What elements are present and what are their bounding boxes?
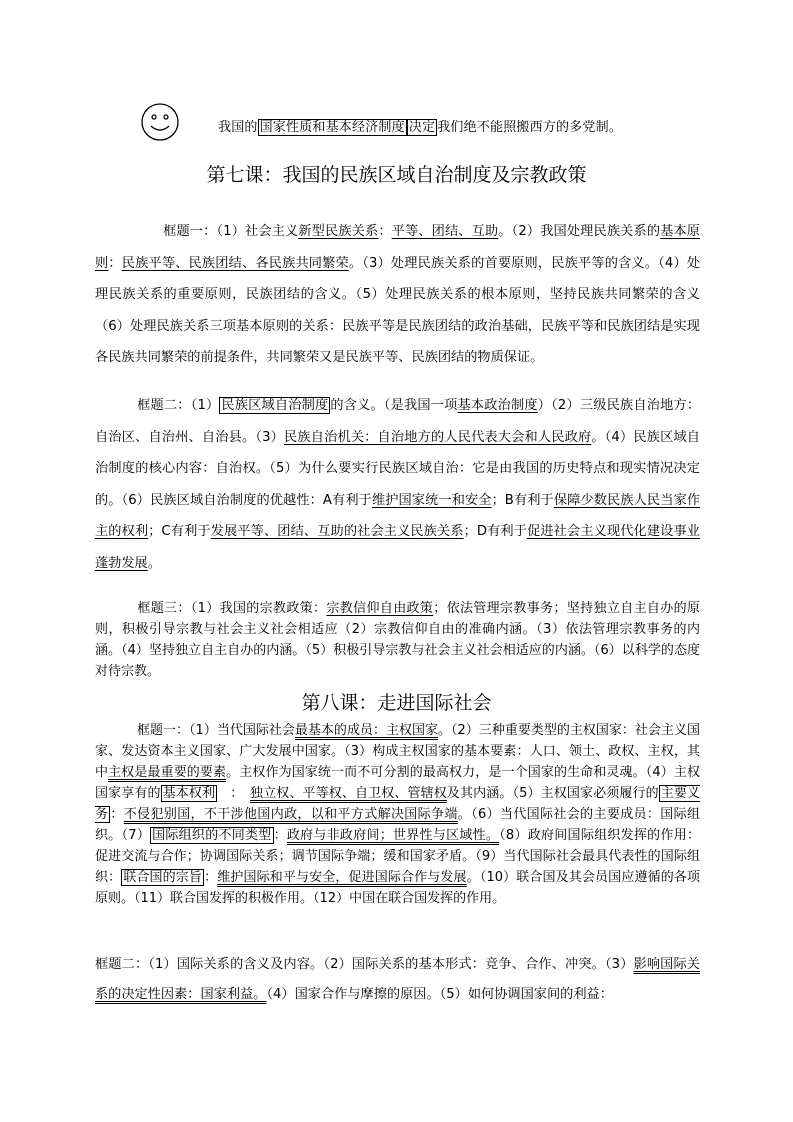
lesson8-title: 第八课：走进国际社会 bbox=[301, 692, 492, 714]
header-text-tail: 我们绝不能照搬西方的多党制。 bbox=[437, 120, 623, 135]
lesson8-topic2 bbox=[95, 950, 700, 1010]
boxed-term: 国际组织的不同类型 bbox=[152, 828, 272, 843]
text: 。（10）联合国及其会员国应遵循的各项原则。（11）联合国发挥的积极作用。（12）中国在联合国发挥的作用。 bbox=[95, 870, 700, 906]
text: ；依法管理宗教事务；坚持独立自主自办的原则，积极引导宗教与社会主义社会相适应（2）宗教信仰自由的准确内涵。（3）依法管理宗教事务的内涵。（4）坚持独立自主自办的内涵。（5）积极引导宗教与社会主义社会相适应的内涵。（6）以科学的态度对待宗教。 bbox=[95, 601, 700, 679]
text: ： bbox=[273, 828, 287, 843]
text: （8）政府间国际组织发挥的作用：促进交流与合作；协调国际关系；调节国际争端；缓和国家矛盾。（9）当代国际社会最具代表性的国际组织： bbox=[95, 828, 700, 885]
text: 框题一：（1）社会主义 bbox=[163, 224, 299, 239]
boxed-term: 主要义务 bbox=[95, 786, 700, 822]
underlined-term: 平等、团结、互助 bbox=[391, 224, 499, 239]
underlined-term: 民族平等、民族团结、各民族共同繁荣 bbox=[121, 255, 349, 271]
text: 的含义。（是我国一项 bbox=[330, 398, 458, 413]
boxed-term: 民族区域自治制度 bbox=[221, 398, 329, 413]
header-boxed-phrase: 国家性质和基本经济制度 bbox=[259, 120, 405, 135]
underlined-term: 不侵犯别国，不干涉他国内政，以和平方式解决国际争端 bbox=[123, 807, 458, 822]
text: ： bbox=[378, 224, 392, 239]
lesson7-topic1 bbox=[95, 216, 700, 374]
text: ： bbox=[110, 807, 124, 822]
text: 。 bbox=[147, 555, 161, 571]
header-boxed-verb: 决定 bbox=[408, 120, 436, 135]
underlined-term: 新型民族关系 bbox=[298, 224, 379, 239]
lesson7-topic3 bbox=[95, 598, 700, 682]
text: 。主权作为国家统一而不可分割的最高权力，是一个国家的生命和灵魂。（4）主权国家享有的 bbox=[95, 765, 700, 801]
lesson7-topic2 bbox=[95, 390, 700, 579]
text: 框题一：（1）当代国际社会 bbox=[137, 723, 295, 738]
text: 。（2）我国处理民族关系的 bbox=[498, 224, 661, 239]
text: 框题二：（1）国际关系的含义及内容。（2）国际关系的基本形式：竞争、合作、冲突。（3） bbox=[95, 957, 634, 972]
text: 框题二：（1） bbox=[137, 398, 220, 413]
smiley-face-icon bbox=[140, 102, 180, 142]
underlined-term: 发展平等、团结、互助的社会主义民族关系 bbox=[210, 524, 464, 539]
underlined-term: 基本政治制度 bbox=[457, 398, 538, 413]
underlined-term: 影响国际关系的决定性因素：国家利益。 bbox=[95, 957, 700, 1002]
text: 框题三：（1）我国的宗教政策： bbox=[137, 601, 327, 616]
underlined-term: 保障少数民族人民当家作主的权利 bbox=[95, 492, 701, 539]
underlined-term: 独立权、平等权、自卫权、管辖权 bbox=[250, 786, 447, 801]
boxed-term: 基本权利 bbox=[162, 786, 216, 801]
text: （4）国家合作与摩擦的原因。（5）如何协调国家间的利益： bbox=[266, 987, 613, 1002]
header-text: 我国的 bbox=[218, 120, 258, 135]
text: ： bbox=[108, 255, 122, 271]
underlined-term: 促进社会主义现代化建设事业蓬勃发展 bbox=[95, 524, 700, 571]
lesson8-topic1 bbox=[95, 720, 700, 909]
text: 。（3）处理民族关系的首要原则，民族平等的含义。（4）处理民族关系的重要原则，民族团结的含义。（5）处理民族关系的根本原则，坚持民族共同繁荣的含义（6）处理民族关系三项基本原则的关系：民族平等是民族团结的政治基础，民族平等和民族团结是实现各民族共同繁荣的前提条件，共同繁荣又是民族平等、民族团结的物质保证。 bbox=[95, 255, 701, 365]
header-statement bbox=[218, 116, 622, 135]
text: 。（2）三种重要类型的主权国家：社会主义国家、发达资本主义国家、广大发展中国家。（3）构成主权国家的基本要素：人口、领土、政权、主权，其中 bbox=[95, 723, 700, 780]
underlined-term: 维护国家统一和安全 bbox=[371, 492, 492, 508]
lesson7-title: 第七课：我国的民族区域自治制度及宗教政策 bbox=[206, 164, 587, 186]
text: ： bbox=[204, 870, 218, 885]
underlined-term: 民族自治机关：自治地方的人民代表大会和人民政府 bbox=[284, 429, 592, 445]
underlined-term: 政府与非政府间；世界性与区域性。 bbox=[286, 828, 500, 843]
underlined-term: 基本原则 bbox=[95, 224, 700, 271]
underlined-term: 主权是最重要的要素 bbox=[108, 765, 227, 780]
text: ；D有利于 bbox=[463, 524, 528, 539]
text: ： bbox=[217, 786, 250, 801]
text: ；B有利于 bbox=[491, 492, 554, 508]
text: 。（4）民族区域自治制度的核心内容：自治权。（5）为什么要实行民族区域自治：它是由我国的历史特点和现实情况决定的。（6）民族区域自治制度的优越性：A有利于 bbox=[95, 429, 700, 508]
text: 及其内涵。（5）主权国家必须履行的 bbox=[446, 786, 659, 801]
text: ；C有利于 bbox=[148, 524, 211, 539]
underlined-term: 宗教信仰自由政策 bbox=[326, 601, 434, 616]
boxed-term: 联合国的宗旨 bbox=[123, 870, 203, 885]
underlined-term: 最基本的成员：主权国家 bbox=[294, 723, 439, 738]
text: 。（6）当代国际社会的主要成员：国际组织。（7） bbox=[95, 807, 700, 843]
underlined-term: 维护国际和平与安全，促进国际合作与发展 bbox=[217, 870, 467, 885]
text: ）（2）三级民族自治地方：自治区、自治州、自治县。（3） bbox=[95, 398, 701, 445]
